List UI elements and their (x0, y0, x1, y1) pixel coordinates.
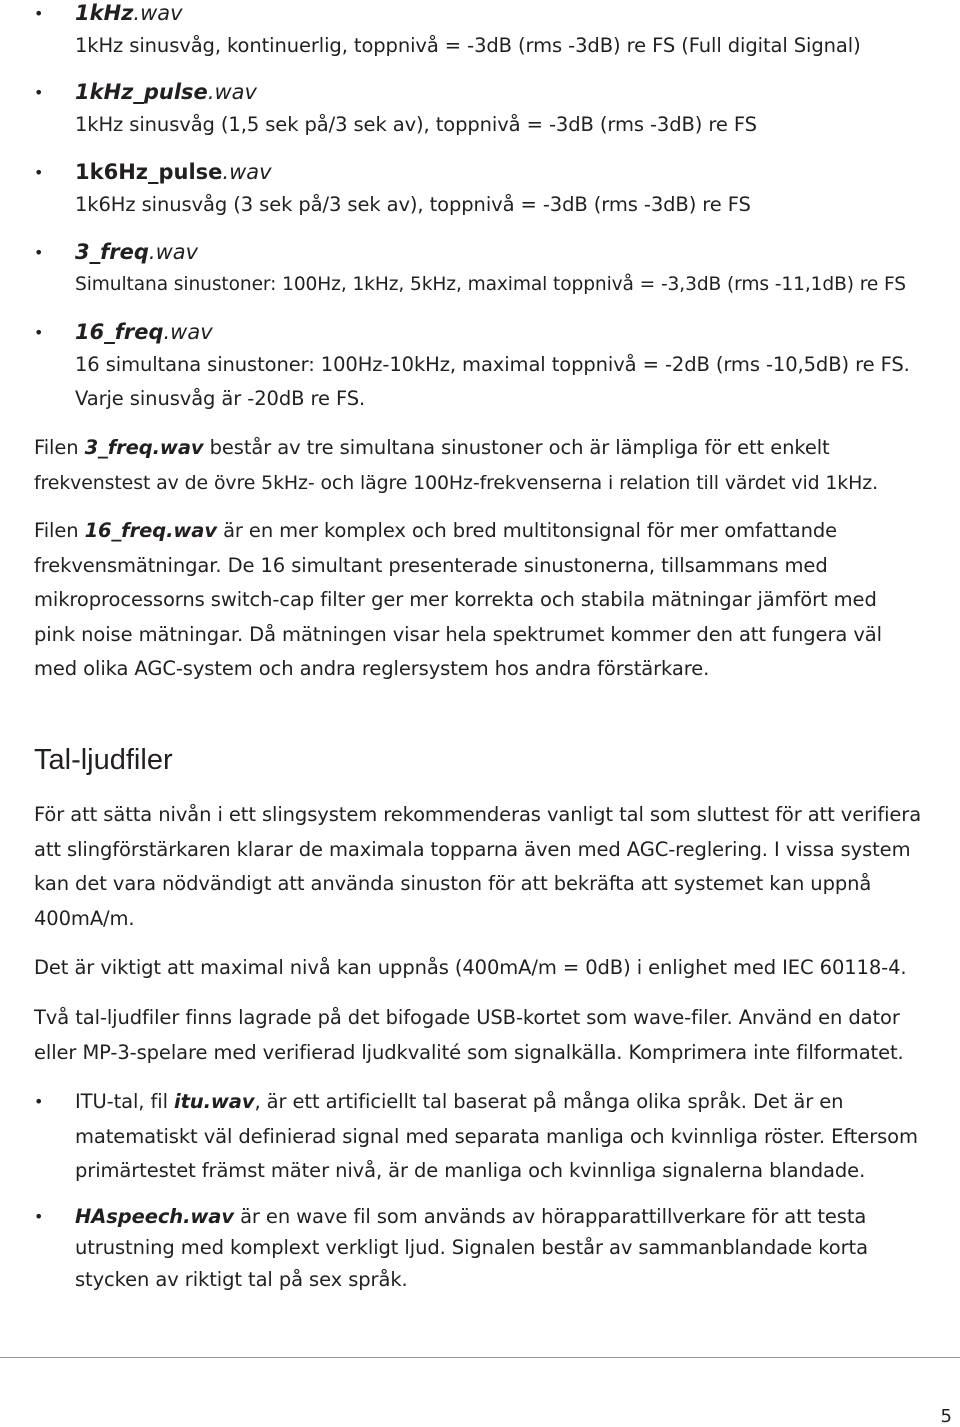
list-item (34, 160, 955, 222)
text-line: Två tal-ljudfiler finns lagrade på det bifogade USB-kortet som wave-filer. Använd en dator (34, 1006, 900, 1029)
list-item (34, 320, 955, 416)
text-line: med olika AGC-system och andra reglersystem hos andra förstärkare. (34, 657, 710, 680)
file-reference: itu.wav (173, 1090, 255, 1113)
file-reference: 16_freq.wav (84, 519, 217, 542)
paragraph-3freq (34, 431, 954, 500)
file-description: Simultana sinustoner: 100Hz, 1kHz, 5kHz, maximal toppnivå = -3,3dB (rms -11,1dB) re FS (75, 274, 906, 295)
paragraph-16freq (34, 514, 954, 687)
text-line: ITU-tal, fil itu.wav, är ett artificiellt tal baserat på många olika språk. Det är en (75, 1090, 844, 1113)
file-description: 1kHz sinusvåg, kontinuerlig, toppnivå = -3dB (rms -3dB) re FS (Full digital Signal) (75, 34, 861, 57)
file-description: 1k6Hz sinusvåg (3 sek på/3 sek av), toppnivå = -3dB (rms -3dB) re FS (75, 193, 751, 216)
text-line: primärtestet främst mäter nivå, är de manliga och kvinnliga signalerna blandade. (75, 1159, 866, 1182)
list-item (34, 1085, 954, 1189)
bullet: • (34, 1092, 44, 1111)
paragraph-speech-intro (34, 798, 954, 936)
file-description: 1kHz sinusvåg (1,5 sek på/3 sek av), toppnivå = -3dB (rms -3dB) re FS (75, 113, 757, 136)
text-line: HAspeech.wav är en wave fil som används av hörapparattillverkare för att testa (75, 1204, 867, 1228)
bullet: • (34, 1206, 44, 1226)
file-name: 1k6Hz_pulse.wav (75, 160, 272, 184)
text-line: matematiskt väl definierad signal med separata manliga och kvinnliga röster. Eftersom (75, 1124, 918, 1148)
bullet: • (34, 323, 44, 342)
paragraph-speech-files (34, 1001, 954, 1070)
file-name: 1kHz_pulse.wav (75, 80, 257, 104)
file-reference: 3_freq.wav (84, 436, 204, 459)
footer-divider (0, 1357, 960, 1358)
text-line: För att sätta nivån i ett slingsystem rekommenderas vanligt tal som sluttest för att verifiera (34, 803, 922, 826)
text-line: 400mA/m. (34, 906, 135, 930)
text-line: pink noise mätningar. Då mätningen visar hela spektrumet kommer den att fungera väl (34, 622, 882, 646)
list-item (34, 240, 955, 302)
text-line: frekvensmätningar. De 16 simultant presenterade sinustonerna, tillsammans med (34, 553, 828, 577)
text-line: mikroprocessorns switch-cap filter ger mer korrekta och stabila mätningar jämfört med (34, 588, 877, 611)
paragraph-max-level (34, 951, 954, 986)
text-line: utrustning med komplext verkligt ljud. Signalen består av sammanblandade korta (75, 1236, 868, 1259)
text-line: frekvenstest av de övre 5kHz- och lägre 100Hz-frekvenserna i relation till värdet vid 1kHz. (34, 471, 878, 494)
list-item (34, 80, 955, 142)
file-description: 16 simultana sinustoner: 100Hz-10kHz, maximal toppnivå = -2dB (rms -10,5dB) re FS. (75, 353, 910, 376)
section-heading: Tal-ljudfiler (34, 744, 173, 776)
text-line: eller MP-3-spelare med verifierad ljudkvalité som signalkälla. Komprimera inte filformatet. (34, 1040, 904, 1064)
list-item (34, 1201, 954, 1296)
bullet: • (34, 4, 44, 23)
text-line: stycken av riktigt tal på sex språk. (75, 1267, 408, 1291)
file-reference: HAspeech.wav (75, 1204, 234, 1228)
text-line: kan det vara nödvändigt att använda sinuston för att bekräfta att systemet kan uppnå (34, 872, 872, 895)
speech-file-list (34, 1085, 954, 1295)
bullet: • (34, 243, 44, 262)
text-line: Det är viktigt att maximal nivå kan uppnås (400mA/m = 0dB) i enlighet med IEC 60118-4. (34, 956, 907, 979)
page-number: 5 (940, 1406, 952, 1427)
file-name: 3_freq.wav (75, 240, 199, 264)
bullet: • (34, 163, 44, 182)
file-name: 16_freq.wav (75, 320, 213, 344)
file-description: Varje sinusvåg är -20dB re FS. (75, 387, 366, 410)
file-name: 1kHz.wav (75, 1, 183, 25)
text-line: Filen 3_freq.wav består av tre simultana sinustoner och är lämpliga för ett enkelt (34, 436, 830, 459)
text-line: Filen 16_freq.wav är en mer komplex och bred multitonsignal för mer omfattande (34, 519, 838, 542)
text-line: att slingförstärkaren klarar de maximala topparna även med AGC-reglering. I vissa system (34, 837, 911, 861)
bullet: • (34, 83, 44, 102)
list-item (34, 1, 955, 63)
